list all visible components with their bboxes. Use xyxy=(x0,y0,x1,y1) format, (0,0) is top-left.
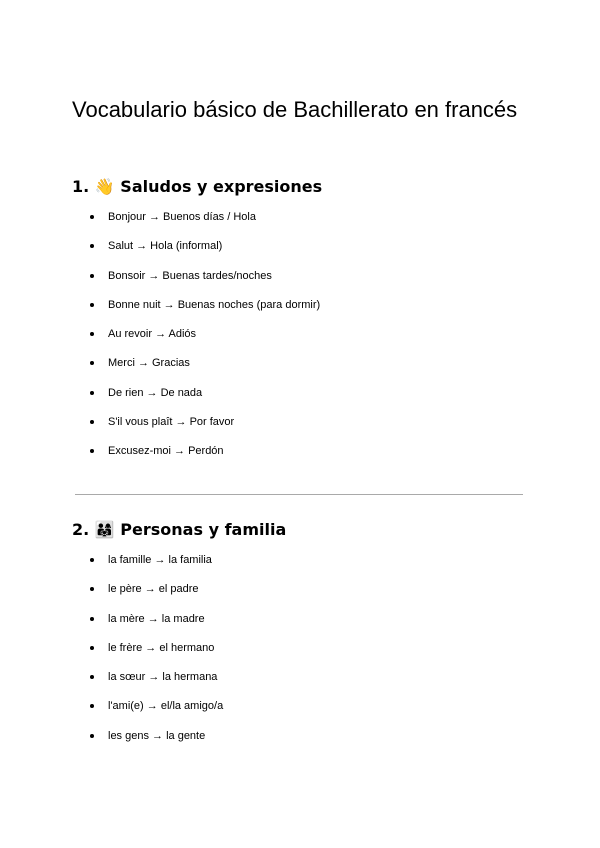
list-item xyxy=(90,210,320,239)
list-item-text: Merci → Gracias xyxy=(108,357,190,370)
list-item-text: Au revoir → Adiós xyxy=(108,328,197,341)
list-item xyxy=(90,327,320,356)
list-item-text: S'il vous plaît → Por favor xyxy=(108,416,235,429)
bullet-icon xyxy=(90,558,94,562)
bullet-icon xyxy=(90,332,94,336)
list-item-text: Salut → Hola (informal) xyxy=(108,240,223,253)
section-title: Personas y familia xyxy=(120,520,287,539)
bullet-icon xyxy=(90,244,94,248)
list-item xyxy=(90,553,223,582)
list-item xyxy=(90,582,223,611)
list-item xyxy=(90,729,223,758)
list-item xyxy=(90,444,320,473)
vocab-list-personas xyxy=(90,553,223,758)
vocab-list-saludos xyxy=(90,210,320,474)
list-item-text: les gens → la gente xyxy=(108,729,206,742)
list-item xyxy=(90,356,320,385)
section-number: 1. xyxy=(72,177,90,196)
list-item xyxy=(90,415,320,444)
bullet-icon xyxy=(90,734,94,738)
list-item xyxy=(90,269,320,298)
bullet-icon xyxy=(90,215,94,219)
list-item xyxy=(90,670,223,699)
list-item-text: Bonne nuit → Buenas noches (para dormir) xyxy=(108,298,321,311)
bullet-icon xyxy=(90,675,94,679)
bullet-icon xyxy=(90,449,94,453)
section-number: 2. xyxy=(72,520,90,539)
list-item-text: le frère → el hermano xyxy=(108,641,215,654)
bullet-icon xyxy=(90,391,94,395)
bullet-icon xyxy=(90,274,94,278)
list-item xyxy=(90,386,320,415)
section-title: Saludos y expresiones xyxy=(120,177,323,196)
bullet-icon xyxy=(90,617,94,621)
list-item xyxy=(90,641,223,670)
list-item xyxy=(90,612,223,641)
bullet-icon xyxy=(90,420,94,424)
bullet-icon xyxy=(90,303,94,307)
list-item xyxy=(90,699,223,728)
list-item-text: la sœur → la hermana xyxy=(108,671,218,684)
bullet-icon xyxy=(90,587,94,591)
list-item-text: le père → el padre xyxy=(108,583,199,596)
list-item xyxy=(90,239,320,268)
list-item-text: De rien → De nada xyxy=(108,386,203,399)
bullet-icon xyxy=(90,361,94,365)
section-heading-saludos xyxy=(72,176,322,198)
list-item-text: l'ami(e) → el/la amigo/a xyxy=(108,700,224,713)
bullet-icon xyxy=(90,704,94,708)
list-item-text: Excusez-moi → Perdón xyxy=(108,445,224,458)
document-title: Vocabulario básico de Bachillerato en francés xyxy=(72,97,518,122)
list-item-text: Bonsoir → Buenas tardes/noches xyxy=(108,269,272,282)
list-item xyxy=(90,298,320,327)
waving-hand-icon: 👋 xyxy=(94,177,115,196)
list-item-text: Bonjour → Buenos días / Hola xyxy=(108,211,256,223)
list-item-text: la mère → la madre xyxy=(108,612,205,625)
list-item-text: la famille → la familia xyxy=(108,554,212,566)
horizontal-divider xyxy=(75,494,523,495)
family-icon: 👨‍👩‍👧 xyxy=(94,520,115,539)
bullet-icon xyxy=(90,646,94,650)
section-heading-personas xyxy=(72,519,286,541)
